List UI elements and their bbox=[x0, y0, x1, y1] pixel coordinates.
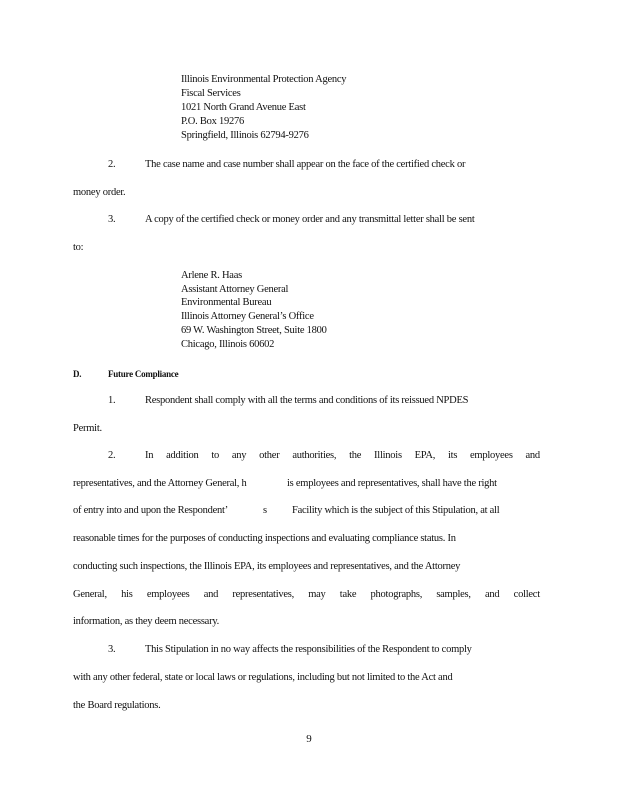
word: take bbox=[339, 589, 357, 600]
paragraph-text: to: bbox=[73, 242, 84, 253]
address-line: Illinois Attorney General’s Office bbox=[181, 311, 314, 322]
paragraph-text: information, as they deem necessary. bbox=[73, 616, 220, 627]
word: employees bbox=[146, 589, 190, 600]
address-line: 69 W. Washington Street, Suite 1800 bbox=[181, 325, 327, 336]
word: and bbox=[525, 450, 540, 461]
paragraph-text: A copy of the certified check or money order and any transmittal letter shall be sent bbox=[145, 214, 475, 225]
word: General, bbox=[73, 589, 107, 600]
paragraph-text: Respondent shall comply with all the terms and conditions of its reissued NPDES bbox=[145, 395, 469, 406]
word: his bbox=[121, 589, 133, 600]
word: EPA, bbox=[414, 450, 436, 461]
paragraph-text: The case name and case number shall appear on the face of the certified check or bbox=[145, 159, 466, 170]
word: In bbox=[145, 450, 154, 461]
address-line: Springfield, Illinois 62794-9276 bbox=[181, 130, 309, 141]
section-title: Future Compliance bbox=[108, 369, 179, 379]
paragraph-text: s bbox=[263, 505, 267, 516]
justified-line bbox=[145, 450, 540, 461]
word: its bbox=[447, 450, 458, 461]
paragraph-text: money order. bbox=[73, 187, 126, 198]
paragraph-number: 3. bbox=[108, 214, 116, 225]
address-line: Fiscal Services bbox=[181, 88, 241, 99]
page-number: 9 bbox=[306, 733, 312, 745]
paragraph-text: This Stipulation in no way affects the responsibilities of the Respondent to comply bbox=[145, 644, 472, 655]
address-line: Arlene R. Haas bbox=[181, 270, 242, 281]
address-line: 1021 North Grand Avenue East bbox=[181, 102, 306, 113]
paragraph-text: is employees and representatives, shall have the right bbox=[287, 478, 497, 489]
paragraph-number: 2. bbox=[108, 159, 116, 170]
section-letter: D. bbox=[73, 369, 82, 379]
word: addition bbox=[166, 450, 199, 461]
paragraph-number: 1. bbox=[108, 395, 116, 406]
justified-line bbox=[73, 589, 540, 600]
paragraph-text: reasonable times for the purposes of conducting inspections and evaluating compliance status. In bbox=[73, 533, 456, 544]
paragraph-text: the Board regulations. bbox=[73, 700, 161, 711]
paragraph-text: with any other federal, state or local laws or regulations, including but not limited to the Act and bbox=[73, 672, 453, 683]
word: employees bbox=[470, 450, 513, 461]
word: Illinois bbox=[374, 450, 402, 461]
address-line: P.O. Box 19276 bbox=[181, 116, 245, 127]
paragraph-text: conducting such inspections, the Illinois EPA, its employees and representatives, and the Attorney bbox=[73, 561, 461, 572]
paragraph-text: of entry into and upon the Respondent’ bbox=[73, 505, 228, 516]
paragraph-text: representatives, and the Attorney General, h bbox=[73, 478, 247, 489]
word: samples, bbox=[436, 589, 471, 600]
word: and bbox=[485, 589, 500, 600]
paragraph-text: Permit. bbox=[73, 423, 102, 434]
paragraph-text: Facility which is the subject of this Stipulation, at all bbox=[292, 505, 500, 516]
word: representatives, bbox=[232, 589, 294, 600]
word: to bbox=[211, 450, 220, 461]
word: authorities, bbox=[292, 450, 337, 461]
word: photographs, bbox=[370, 589, 423, 600]
address-line: Illinois Environmental Protection Agency bbox=[181, 74, 347, 85]
word: collect bbox=[513, 589, 540, 600]
word: and bbox=[203, 589, 219, 600]
address-line: Assistant Attorney General bbox=[181, 284, 289, 295]
address-line: Environmental Bureau bbox=[181, 297, 272, 308]
paragraph-number: 2. bbox=[108, 450, 116, 461]
word: may bbox=[308, 589, 326, 600]
word: other bbox=[259, 450, 280, 461]
word: the bbox=[349, 450, 362, 461]
paragraph-number: 3. bbox=[108, 644, 116, 655]
word: any bbox=[231, 450, 247, 461]
address-line: Chicago, Illinois 60602 bbox=[181, 339, 275, 350]
